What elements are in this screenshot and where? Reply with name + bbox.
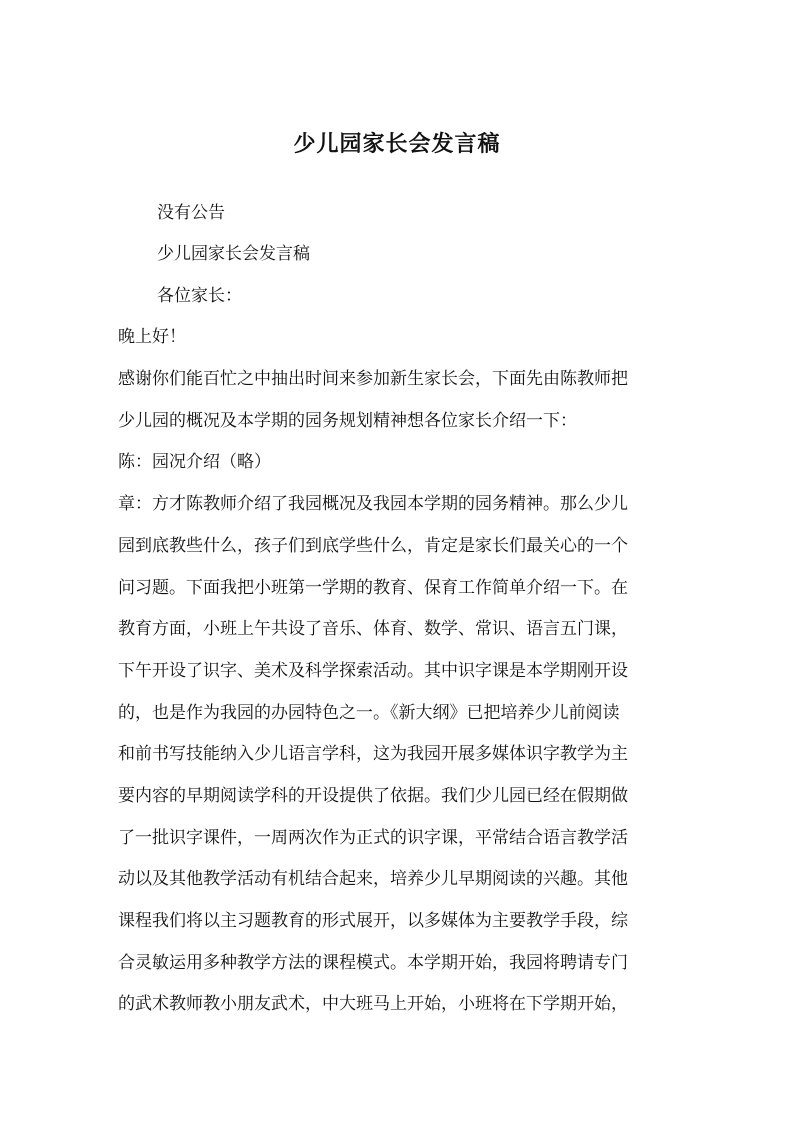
document-title: 少儿园家长会发言稿 xyxy=(293,131,501,157)
text-line: 陈：园况介绍（略） xyxy=(118,452,271,472)
text-line: 各位家长： xyxy=(157,286,242,306)
text-line: 要内容的早期阅读学科的开设提供了依据。我们少儿园已经在假期做 xyxy=(118,786,628,806)
text-line: 课程我们将以主习题教育的形式展开，以多媒体为主要教学手段，综 xyxy=(118,911,628,931)
text-line: 合灵敏运用多种教学方法的课程模式。本学期开始，我园将聘请专门 xyxy=(118,953,628,973)
text-line: 的，也是作为我园的办园特色之一。《新大纲》已把培养少儿前阅读 xyxy=(118,703,620,723)
text-line: 和前书写技能纳入少儿语言学科，这为我园开展多媒体识字教学为主 xyxy=(118,744,628,764)
text-line: 晚上好！ xyxy=(118,327,186,347)
text-line: 少儿园的概况及本学期的园务规划精神想各位家长介绍一下： xyxy=(118,411,577,431)
text-line: 园到底教些什么，孩子们到底学些什么，肯定是家长们最关心的一个 xyxy=(118,536,628,556)
text-line: 动以及其他教学活动有机结合起来，培养少儿早期阅读的兴趣。其他 xyxy=(118,869,628,889)
text-line: 的武术教师教小朋友武术，中大班马上开始，小班将在下学期开始， xyxy=(118,994,628,1014)
text-line: 章：方才陈教师介绍了我园概况及我园本学期的园务精神。那么少儿 xyxy=(118,494,628,514)
text-line: 没有公告 xyxy=(157,203,225,223)
text-line: 感谢你们能百忙之中抽出时间来参加新生家长会，下面先由陈教师把 xyxy=(118,369,628,389)
text-line: 下午开设了识字、美术及科学探索活动。其中识字课是本学期刚开设 xyxy=(118,661,628,681)
text-line: 了一批识字课件，一周两次作为正式的识字课，平常结合语言教学活 xyxy=(118,828,628,848)
text-line: 少儿园家长会发言稿 xyxy=(157,244,310,264)
text-line: 问习题。下面我把小班第一学期的教育、保育工作简单介绍一下。在 xyxy=(118,578,628,598)
text-line: 教育方面，小班上午共设了音乐、体育、数学、常识、语言五门课， xyxy=(118,619,628,639)
